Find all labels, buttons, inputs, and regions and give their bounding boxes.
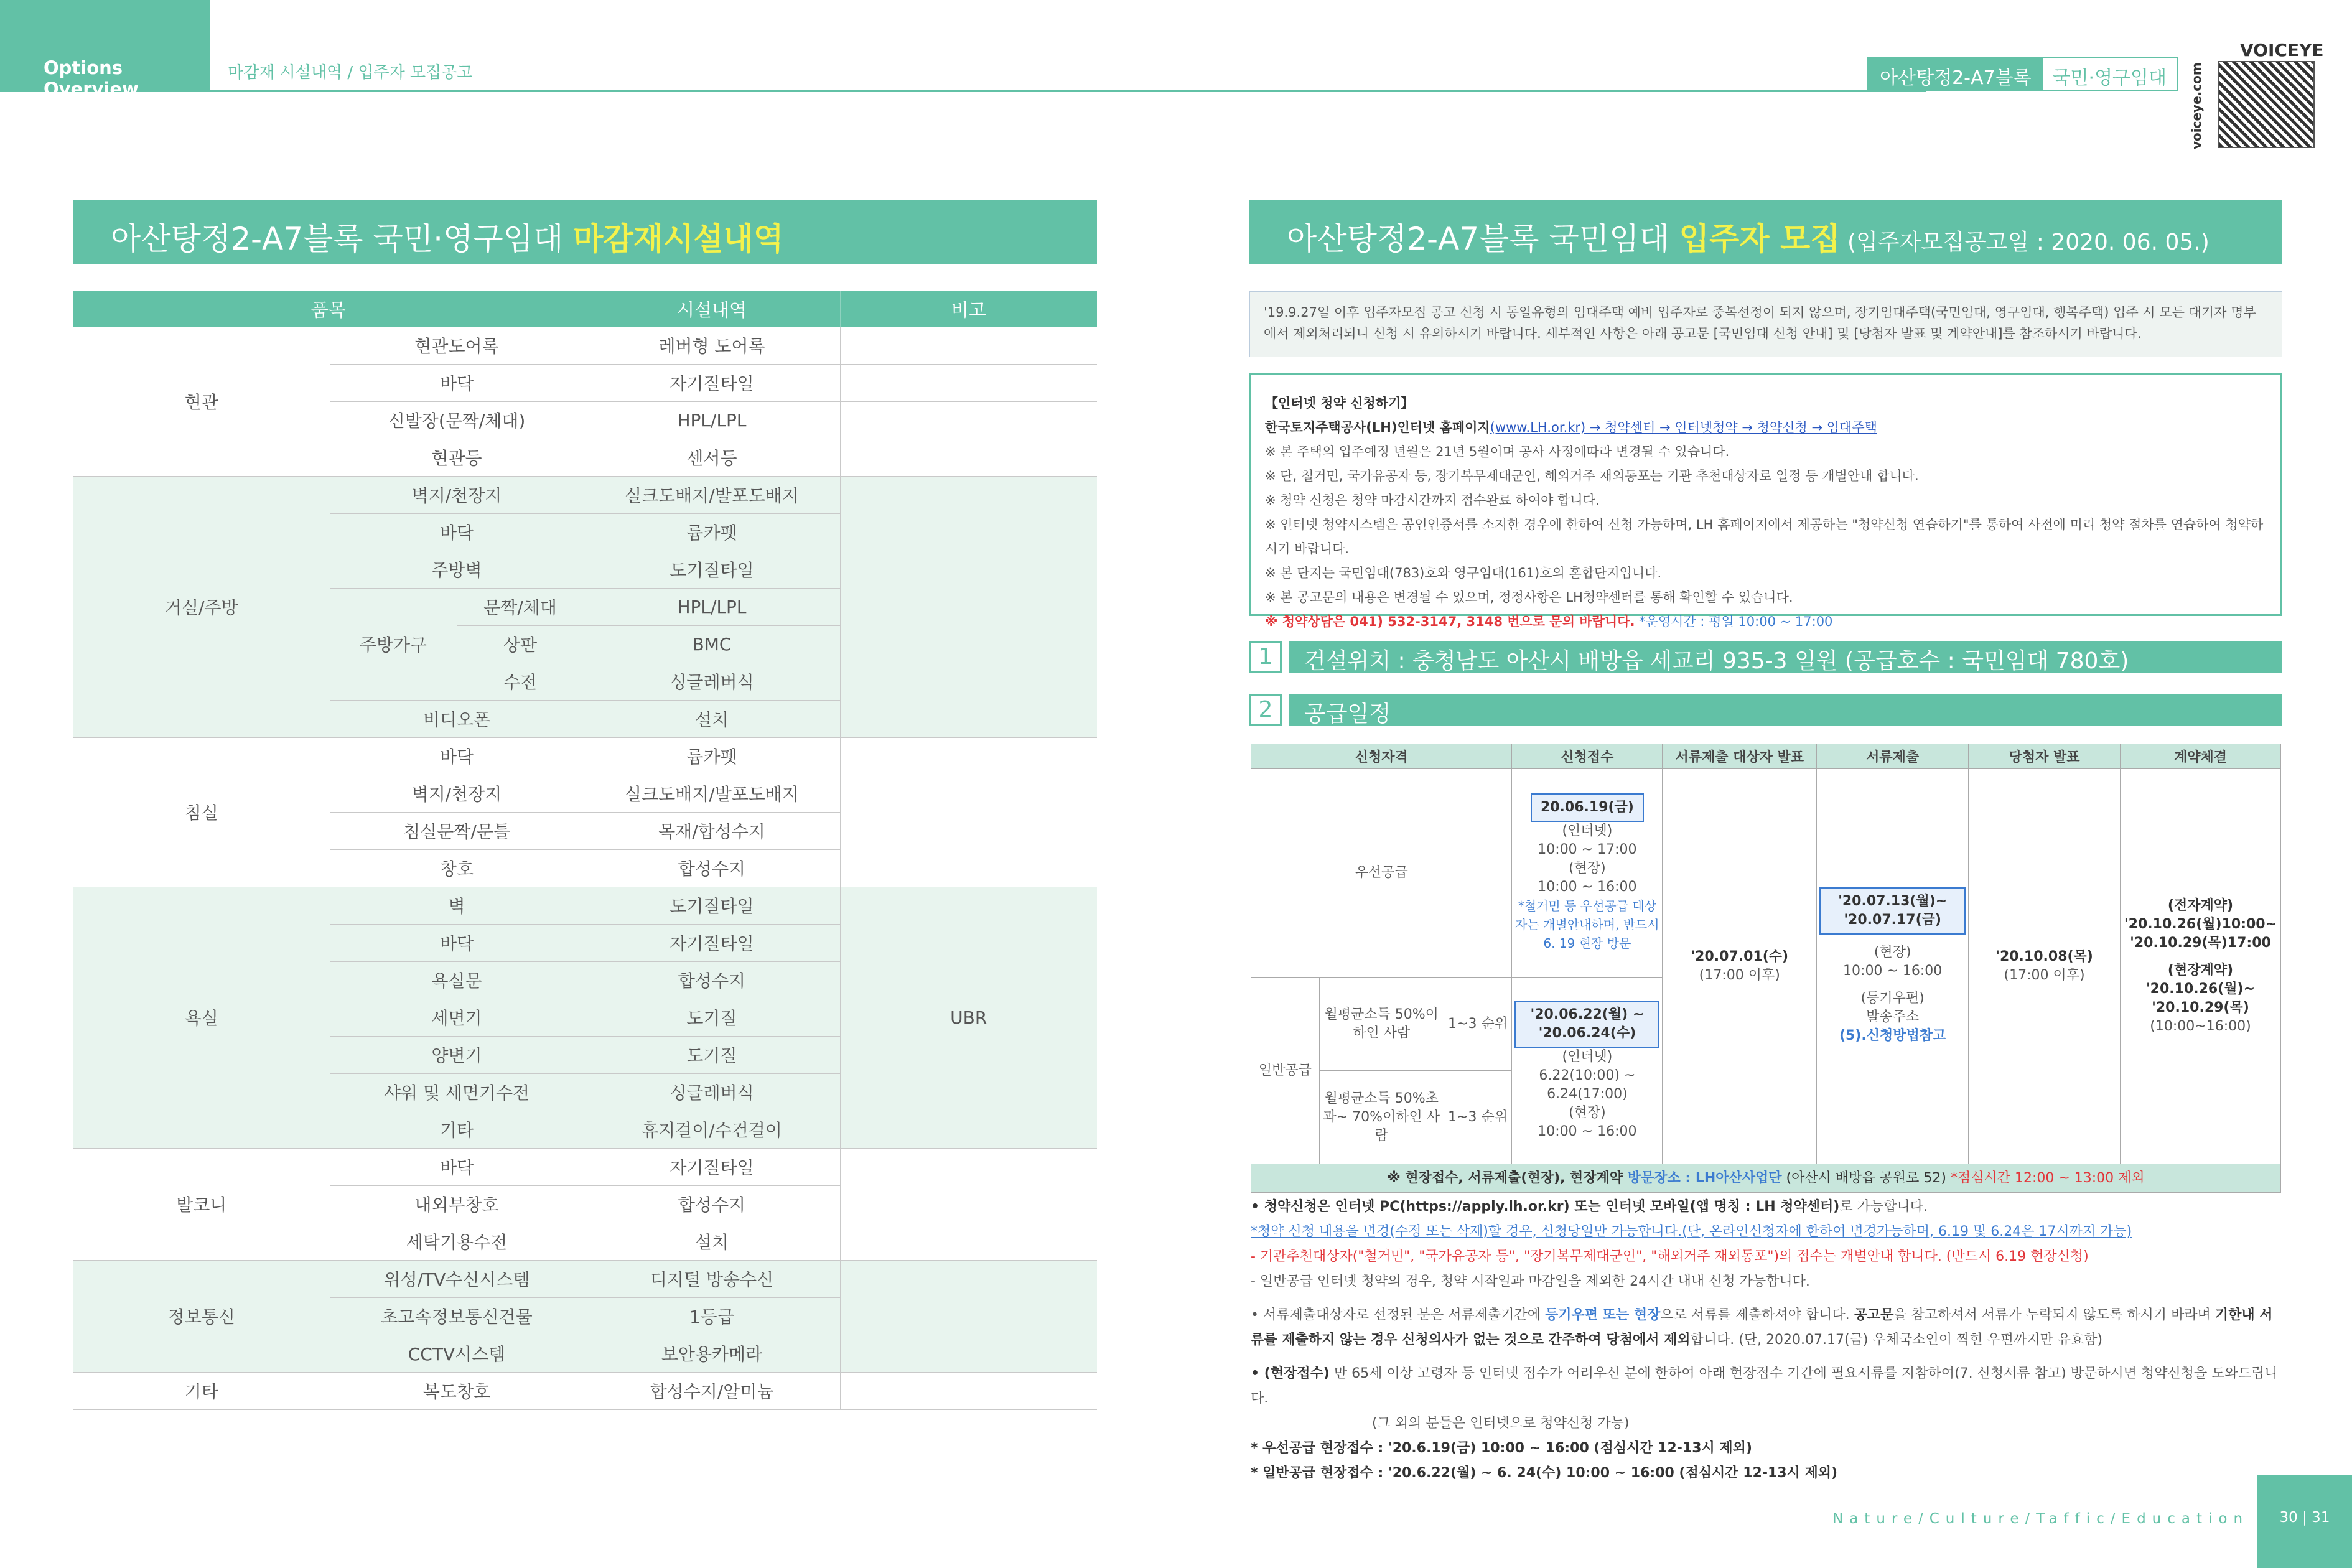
doc-announce-date: '20.07.01(수): [1691, 949, 1789, 964]
item: 문짝/체대: [457, 588, 584, 625]
section-1-title: 건설위치 : 충청남도 아산시 배방읍 세교리 935-3 일원 (공급호수 : 국민임대 780호): [1289, 641, 2282, 673]
note: [840, 364, 1097, 401]
note: [840, 1372, 1097, 1409]
sched-col: 서류제출: [1817, 744, 1969, 769]
project-type: 국민·영구임대: [2043, 58, 2177, 90]
priority-net-time: 10:00 ~ 17:00: [1538, 842, 1637, 857]
sched-col: 신청접수: [1512, 744, 1663, 769]
item: 세탁기용수전: [330, 1223, 584, 1260]
note-1e: - 기관추천대상자("철거민", "국가유공자 등", "장기복무제대군인", "해외거주 재외동포")의 접수는 개별안내 합니다. (반드시 6.19 현장신청): [1251, 1249, 2089, 1264]
internet-application-box: [1249, 373, 2282, 629]
category: 침실: [73, 737, 330, 887]
header-rule: [210, 90, 1926, 92]
spec: 도기질타일: [584, 551, 840, 588]
priority-net: (인터넷): [1562, 823, 1613, 839]
section-2: [1249, 694, 2282, 726]
note: [840, 439, 1097, 476]
general-net-time: 6.22(10:00) ~ 6.24(17:00): [1539, 1067, 1636, 1102]
category: 기타: [73, 1372, 330, 1409]
right-section-header: [1249, 200, 2282, 264]
contract-site-date: '20.10.26(월)~ '20.10.29(목): [2145, 981, 2256, 1015]
project-badge: [1867, 57, 2178, 91]
sched-col: 당첨자 발표: [1969, 744, 2121, 769]
spec: 륨카펫: [584, 737, 840, 775]
contract-e-date: '20.10.26(월)10:00~ '20.10.29(목)17:00: [2124, 917, 2277, 951]
breadcrumb: 마감재 시설내역 / 입주자 모집공고: [228, 63, 473, 82]
note-3b: 만 65세 이상 고령자 등 인터넷 접수가 어려우신 분에 한하여 아래 현장접수 기간에 필요서류를 지참하여(7. 신청서류 참고) 방문하시면 청약신청을 도와드립니다.: [1251, 1366, 2278, 1406]
item: CCTV시스템: [330, 1335, 584, 1372]
doc-site-time: 10:00 ~ 16:00: [1843, 963, 1943, 979]
item: 상판: [457, 625, 584, 663]
left-title-highlight: 마감재시설내역: [573, 221, 784, 257]
spec: 자기질타일: [584, 924, 840, 961]
right-title-date: (입주자모집공고일 : 2020. 06. 05.): [1840, 230, 2210, 255]
item: 세면기: [330, 999, 584, 1036]
item: 벽지/천장지: [330, 476, 584, 513]
note: [840, 476, 1097, 737]
item: 수전: [457, 663, 584, 700]
spec: 1등급: [584, 1297, 840, 1335]
sched-col: 서류제출 대상자 발표: [1663, 744, 1817, 769]
doc-date: '20.07.13(월)~ '20.07.17(금): [1819, 887, 1966, 935]
left-section-header: [73, 200, 1097, 264]
col-header-note: 비고: [840, 291, 1097, 327]
note: [840, 1148, 1097, 1260]
contract-site-time: (10:00~16:00): [2150, 1019, 2251, 1034]
note: [840, 327, 1097, 364]
item: 신발장(문짝/체대): [330, 401, 584, 439]
net-line: ※ 본 주택의 입주예정 년월은 21년 5월이며 공사 사정에따라 변경될 수 있습니다.: [1265, 444, 1730, 459]
net-line: ※ 단, 철거민, 국가유공자 등, 장기복무제대군인, 해외거주 재외동포는 기관 추천대상자로 일정 등 개별안내 합니다.: [1265, 469, 1919, 483]
general-site-time: 10:00 ~ 16:00: [1538, 1123, 1637, 1139]
spec: HPL/LPL: [584, 588, 840, 625]
note-1d: (단, 온라인신청자에 한하여 변경가능하며, 6.19 및 6.24은 17시까지 가능): [1682, 1224, 2132, 1239]
net-site-label: 한국토지주택공사(LH)인터넷 홈페이지: [1265, 420, 1490, 435]
section-2-number: 2: [1249, 694, 1282, 726]
right-title: 아산탕정2-A7블록 국민임대: [1287, 221, 1679, 257]
contract: [2120, 769, 2280, 1164]
doc-mail: (등기우편): [1860, 991, 1925, 1006]
item: 벽지/천장지: [330, 775, 584, 812]
note-2a: • 서류제출대상자로 선정된 분은 서류제출기간에: [1251, 1307, 1545, 1323]
general-apply: [1512, 978, 1663, 1164]
item: 초고속정보통신건물: [330, 1297, 584, 1335]
doc-mail-addr: 발송주소: [1866, 1009, 1920, 1025]
spec: 도기질타일: [584, 887, 840, 924]
category: 거실/주방: [73, 476, 330, 737]
item: 바닥: [330, 364, 584, 401]
item: 기타: [330, 1111, 584, 1148]
general-tier-1: 월평균소득 50%이하인 사람: [1319, 978, 1444, 1071]
item: 현관등: [330, 439, 584, 476]
footer-a: ※ 현장접수, 서류제출(현장), 현장계약: [1387, 1170, 1628, 1186]
note-1b: 로 가능합니다.: [1839, 1199, 1928, 1215]
section-tag: Options Overview: [0, 0, 210, 92]
spec: 자기질타일: [584, 1148, 840, 1185]
item: 위성/TV수신시스템: [330, 1260, 584, 1297]
doc-submit: [1817, 769, 1969, 1164]
spec: 디지털 방송수신: [584, 1260, 840, 1297]
note-3e: * 일반공급 현장접수 : '20.6.22(월) ~ 6. 24(수) 10:00 ~ 16:00 (점심시간 12-13시 제외): [1251, 1465, 1838, 1481]
spec: 휴지걸이/수건걸이: [584, 1111, 840, 1148]
net-line: ※ 본 공고문의 내용은 변경될 수 있으며, 정정사항은 LH청약센터를 통해 확인할 수 있습니다.: [1265, 590, 1793, 605]
net-head: 【인터넷 청약 신청하기】: [1265, 396, 1414, 411]
item: 창호: [330, 849, 584, 887]
priority-apply: [1512, 769, 1663, 978]
category: 현관: [73, 327, 330, 476]
item: 바닥: [330, 513, 584, 551]
spec: 실크도배지/발포도배지: [584, 476, 840, 513]
note-3d: * 우선공급 현장접수 : '20.6.19(금) 10:00 ~ 16:00 (점심시간 12-13시 제외): [1251, 1440, 1752, 1456]
note-3a: • (현장접수): [1251, 1366, 1330, 1381]
general-date: '20.06.22(월) ~ '20.06.24(수): [1514, 1001, 1659, 1048]
spec: 도기질: [584, 999, 840, 1036]
note-ubr: UBR: [840, 887, 1097, 1148]
spec: 설치: [584, 1223, 840, 1260]
spec: 목재/합성수지: [584, 812, 840, 849]
item: 양변기: [330, 1036, 584, 1073]
priority-note: *철거민 등 우선공급 대상자는 개별안내하며, 반드시 6. 19 현장 방문: [1515, 898, 1659, 951]
net-line: ※ 인터넷 청약시스템은 공인인증서를 소지한 경우에 한하여 신청 가능하며, LH 홈페이지에서 제공하는 "청약신청 연습하기"를 통하여 사전에 미리 청약 절차를 연습하여 청약하시기 바랍니다.: [1265, 517, 2264, 556]
priority-date: 20.06.19(금): [1531, 793, 1644, 822]
contract-e: (전자계약): [2167, 898, 2234, 913]
footer-c: (아산시 배방읍 공원로 52): [1781, 1170, 1946, 1186]
net-line: ※ 본 단지는 국민임대(783)호와 영구임대(161)호의 혼합단지입니다.: [1265, 566, 1662, 581]
category: 정보통신: [73, 1260, 330, 1372]
left-title: 아산탕정2-A7블록 국민·영구임대: [111, 221, 574, 257]
item: 벽: [330, 887, 584, 924]
item: 침실문짝/문틀: [330, 812, 584, 849]
general-label: 일반공급: [1251, 978, 1320, 1164]
note-1f: - 일반공급 인터넷 청약의 경우, 청약 시작일과 마감일을 제외한 24시간 내내 신청 가능합니다.: [1251, 1274, 1810, 1289]
net-phone: ※ 청약상담은 041) 532-3147, 3148 번으로 문의 바랍니다.: [1265, 614, 1635, 629]
net-hours: *운영시간 : 평일 10:00 ~ 17:00: [1635, 614, 1833, 629]
note-2e: 을 참고하셔서 서류가 누락되지 않도록 하시기 바라며: [1893, 1307, 2215, 1323]
item: 샤워 및 세면기수전: [330, 1073, 584, 1111]
item: 현관도어록: [330, 327, 584, 364]
page-numbers: 30 | 31: [2257, 1475, 2352, 1568]
sub-category: 주방가구: [330, 588, 457, 700]
winner-date: '20.10.08(목): [1995, 949, 2093, 964]
general-rank-1: 1~3 순위: [1444, 978, 1512, 1071]
spec: 싱글레버식: [584, 663, 840, 700]
voiceye-logo: VOICEYE: [2240, 40, 2324, 60]
net-site-link[interactable]: (www.LH.or.kr) → 청약센터 → 인터넷청약 → 청약신청 → 임대주택: [1490, 420, 1877, 435]
footer-tagline: Nature/Culture/Taffic/Education: [1832, 1511, 2249, 1527]
general-site: (현장): [1569, 1104, 1606, 1121]
note: [840, 737, 1097, 887]
winner: [1969, 769, 2121, 1164]
section-2-title: 공급일정: [1289, 694, 2282, 726]
sched-col: 계약체결: [2120, 744, 2280, 769]
note: [840, 1260, 1097, 1372]
notice-box: '19.9.27일 이후 입주자모집 공고 신청 시 동일유형의 임대주택 예비 입주자로 중복선정이 되지 않으며, 장기임대주택(국민임대, 영구임대, 행복주택) 입주 시 모든 대기자 명부에서 제외처리되니 신청 시 유의하시기 바랍니다. 세부적인 사항은 아래 공고문 [국민임대 신청 안내] 및 [당첨자 발표 및 계약안내]를 참조하시기 바랍니다.: [1249, 291, 2282, 357]
finish-materials-table: [73, 291, 1097, 1410]
note-2d: 공고문: [1854, 1307, 1894, 1323]
footer-d: *점심시간 12:00 ~ 13:00 제외: [1946, 1170, 2145, 1186]
note-1c: *청약 신청 내용을 변경(수정 또는 삭제)할 경우, 신청당일만 가능합니다.: [1251, 1224, 1682, 1239]
net-line: ※ 청약 신청은 청약 마감시간까지 접수완료 하여야 합니다.: [1265, 493, 1600, 508]
spec: 합성수지: [584, 849, 840, 887]
spec: HPL/LPL: [584, 401, 840, 439]
project-name: 아산탕정2-A7블록: [1869, 58, 2042, 90]
sched-col: 신청자격: [1251, 744, 1512, 769]
spec: 도기질: [584, 1036, 840, 1073]
footer-b: 방문장소 : LH아산사업단: [1627, 1170, 1782, 1186]
note-2b: 등기우편 또는 현장: [1544, 1307, 1661, 1323]
general-tier-2: 월평균소득 50%초과~ 70%이하인 사람: [1319, 1071, 1444, 1164]
schedule-footer: [1251, 1164, 2281, 1193]
doc-site: (현장): [1874, 945, 1911, 960]
spec: 보안용카메라: [584, 1335, 840, 1372]
doc-mail-ref: (5).신청방법참고: [1839, 1028, 1946, 1043]
spec: 센서등: [584, 439, 840, 476]
item: 내외부창호: [330, 1185, 584, 1223]
item: 욕실문: [330, 961, 584, 999]
spec: 레버형 도어록: [584, 327, 840, 364]
spec: 싱글레버식: [584, 1073, 840, 1111]
item: 바닥: [330, 737, 584, 775]
item: 바닥: [330, 1148, 584, 1185]
category: 욕실: [73, 887, 330, 1148]
section-1-number: 1: [1249, 641, 1282, 673]
spec: 합성수지/알미늄: [584, 1372, 840, 1409]
priority-label: 우선공급: [1251, 769, 1512, 978]
priority-site-time: 10:00 ~ 16:00: [1538, 879, 1637, 895]
spec: 합성수지: [584, 961, 840, 999]
category: 발코니: [73, 1148, 330, 1260]
priority-site: (현장): [1569, 861, 1606, 876]
section-1: [1249, 641, 2282, 673]
supply-schedule-table: [1251, 744, 2281, 1193]
application-notes: [1251, 1195, 2284, 1486]
spec: BMC: [584, 625, 840, 663]
col-header-item: 품목: [73, 291, 584, 327]
winner-time: (17:00 이후): [2004, 968, 2085, 983]
spec: 실크도배지/발포도배지: [584, 775, 840, 812]
spec: 자기질타일: [584, 364, 840, 401]
note-2f: 기한내 서류를 제출하지 않는 경우 신청의사가 없는 것으로 간주하여 당첨에서 제외: [1251, 1307, 2273, 1348]
note-1a: • 청약신청은 인터넷 PC(https://apply.lh.or.kr) 또는 인터넷 모바일(앱 명칭 : LH 청약센터): [1251, 1199, 1840, 1215]
note-3c: (그 외의 분들은 인터넷으로 청약신청 가능): [1372, 1416, 1630, 1431]
voiceye-url: voiceye.com: [2189, 62, 2204, 149]
note-2c: 으로 서류를 제출하셔야 합니다.: [1660, 1307, 1854, 1323]
item: 주방벽: [330, 551, 584, 588]
col-header-spec: 시설내역: [584, 291, 840, 327]
general-rank-2: 1~3 순위: [1444, 1071, 1512, 1164]
contract-site: (현장계약): [2167, 963, 2234, 978]
doc-announce: [1663, 769, 1817, 1164]
voiceye-code-icon: [2218, 61, 2315, 148]
general-net: (인터넷): [1562, 1048, 1613, 1065]
note-2g: 합니다. (단, 2020.07.17(금) 우체국소인이 찍힌 우편까지만 유효함): [1690, 1332, 2103, 1348]
note: [840, 401, 1097, 439]
item: 복도창호: [330, 1372, 584, 1409]
item: 바닥: [330, 924, 584, 961]
spec: 륨카펫: [584, 513, 840, 551]
item: 비디오폰: [330, 700, 584, 737]
right-title-highlight: 입주자 모집: [1679, 221, 1841, 257]
doc-announce-time: (17:00 이후): [1699, 968, 1780, 983]
spec: 설치: [584, 700, 840, 737]
spec: 합성수지: [584, 1185, 840, 1223]
